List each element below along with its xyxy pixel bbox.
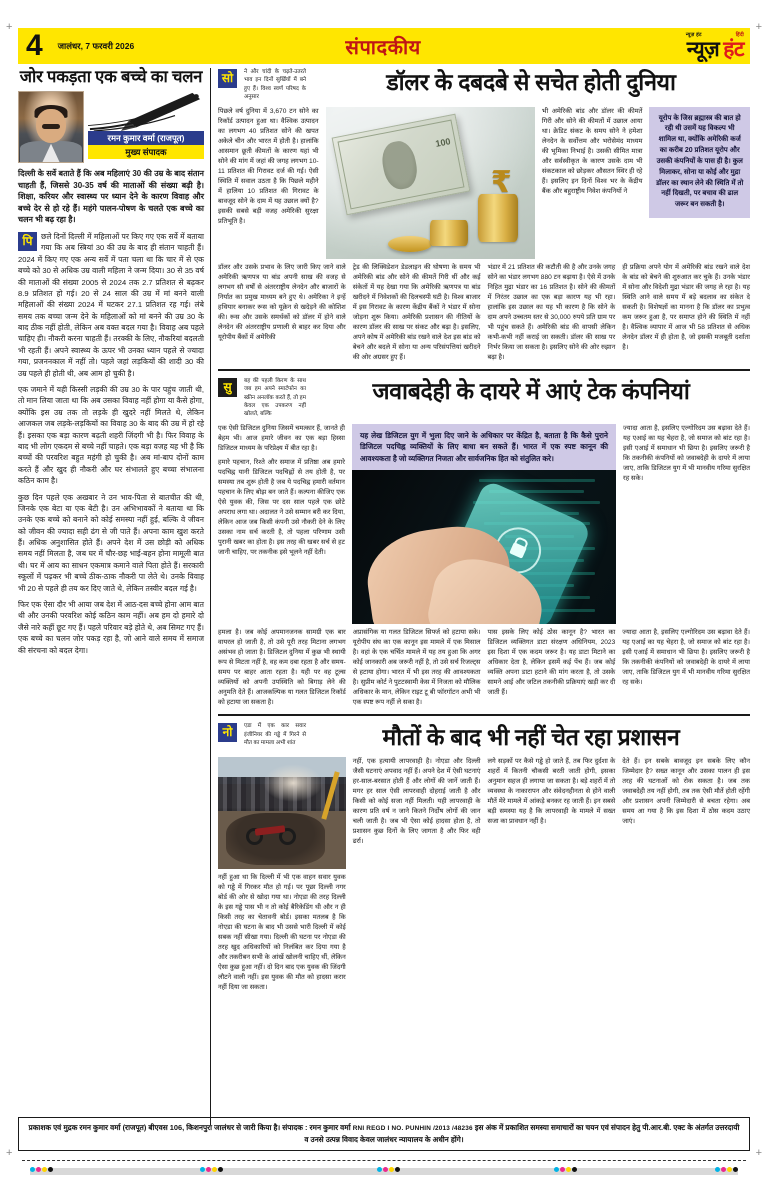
- road-crater-image: [218, 757, 346, 869]
- editorial-dropcap: पि: [18, 232, 37, 251]
- article-noida: [218, 722, 750, 993]
- smoke-cloud: [263, 764, 323, 802]
- article-tech-bcol-1: हमला है। जब कोई अपमानजनक सामग्री एक बार वायरल हो जाती है, तो उसे पूरी तरह मिटाना लगभग असंभव हो जाता है। डिजिटल दुनिया में कुछ भी स्थायी रूप से मिटता नहीं है, वह कम दबा रहता है और समय-समय पर बाहर आता रहता है। यही पर वह टूल्स व्यक्तियों को अपनी उपस्थिति को बिगाड़ लेने की अनुमति देते हैं। आजकल्पिक या गलत डिजिटल रिकॉर्ड को हटाया जा सकता है।: [218, 629, 346, 707]
- article-noida-col-1: [218, 757, 346, 993]
- masthead-center: [134, 28, 632, 64]
- article-tech-top-row: [218, 424, 750, 624]
- crop-mark-bottom-right: +: [755, 1147, 762, 1159]
- editorial-paragraph-4: फिर एक ऐसा दौर भी आया जब देश में आठ-दस बच्चे होना आम बात थी और उनकी परवरिश कोई कठिन काम नहीं। अब हम दो हमारे दो जैसे नारे कहीं छूट गए हैं। पहले परिवार बड़े होते थे, अब सिमट गए हैं। एक बच्चे का चलन जोर पकड़ रहा है, जो आने वाले समय में समाज की संरचना को बदल देगा।: [18, 600, 204, 655]
- rupee-symbol-icon: ₹: [490, 165, 512, 199]
- article-dollar-col-2: डॉलर और उसके प्रभाव के लिए जारी किए जाने वाले अमेरिकी ऋणपत्र या बांड अपनी साख की वजह से लगभग सौ वर्षों से अंतरराष्ट्रीय लेनदेन और बाजारों के निर्यात का प्रमुख माध्यम बने हुए थे। अमेरिका ने इन्हें हथियार बनाकर रूस को यूक्रेन से खदेड़ने की कोशिश की। रूस और उसके समर्थकों को डॉलर में होने वाले लेनदेन की अंतरराष्ट्रीय प्रणाली से बाहर कर दिया और यूरोपीय बैंकों में अमेरिकी: [218, 263, 346, 341]
- editorial-para-text-1: छले दिनों दिल्ली में महिलाओं पर किए गए एक सर्वे में बताया गया कि अब स्त्रियां 30 की उम्र के बाद ही संतान चाहती हैं। 2024 में किए गए एक अन्य सर्वे में पता चला था कि चार में से एक बच्चे को 30 से अधिक उम्र वाली महिला ने जन्म दिया। 30 से 35 वर्ष की माताओं की संख्या 2005 से 2024 तक 2.7 प्रतिशत से बढ़कर 8.9 प्रतिशत हो गई। 20 से 24 साल की उम्र में मां बनने वाली महिलाओं की संख्या 2024 में घटकर 27.1 प्रतिशत रह गई। लंबे समय तक बच्चा जन्म देने के महिलाओं को मां बनने की उम्र 30 के बाद ठीक नहीं होती, लेकिन अब वक्त बदल गया है। विवाह अब पहले चाहिए ही। नौकरी करना चाहती हैं। तरक्की के लिए, नौकरियां बदलती भी रहती हैं। अपने स्वास्थ्य के ऊपर भी उनका ध्यान पहले से ज्यादा गया, प्रजननकाल में नहीं तो। पहले जहां लड़कियों की शादी 30 की उम्र पहले ही होती थी, अब आम हो चुकी है।: [18, 231, 204, 378]
- article-tech-bcol-4: ज्यादा आता है, इसलिए एल्गोरिदम उस बढ़ावा देते हैं। यह एआई का यह चेहरा है, जो समाज को बांट रहा है। इसी एआई में समाधान भी छिपा है। इसलिए जरूरी है कि तकनीकी कंपनियों को जवाबदेही के दायरे में लाया जाए, ताकि डिजिटल युग में भी मानवीय गरिमा सुरक्षित रह सके।: [622, 629, 750, 687]
- article-noida-col-3: लगे सड़कों पर कैसे गड्ढे हो जाते हैं, तब फिर दुर्दशा के शहरों में कितनी चौकसी बरती जाती होगी, इसका अनुमान सहज ही लगाया जा सकता है। बड़े शहरों में तो व्यवस्था के नाकारापन और संवेदनहीनता से होने वाली मौतें मेरे मामले में आंकड़े बनकर रह जाती हैं। इन सबसे बड़ी समस्या यह है कि लापरवाही के मामले में सख्त सजा का प्रावधान नहीं है।: [487, 758, 616, 826]
- article-dollar-kicker: [218, 68, 306, 102]
- logo-sup-right: हिंदी: [735, 31, 744, 38]
- edition-date: जालंधर, 7 फरवरी 2026: [57, 40, 135, 51]
- article-dollar-photo-wrap: [326, 107, 535, 259]
- article-tech-header: [218, 377, 750, 419]
- article-tech-media: [352, 424, 616, 624]
- article-tech-headline-wrap: [312, 377, 750, 407]
- article-dollar-mid-row: [218, 263, 750, 363]
- dashed-rule: [22, 1160, 746, 1161]
- article-noida-kicker: [218, 722, 306, 747]
- article-tech-pullquote: यह लेख डिजिटल युग में भुला दिए जाने के अधिकार पर केंद्रित है, बताता है कि कैसे पुराने डिजिटल पदचिह्न व्यक्तियों के लिए बाधा बन सकते हैं। भारत में एक स्पष्ट कानून की आवश्यकता है जो व्यक्तिगत निजता और सार्वजनिक हित को संतुलित करे।: [352, 424, 616, 470]
- registration-dots-4: [554, 1167, 577, 1172]
- article-noida-headline[interactable]: मौतों के बाद भी नहीं चेत रहा प्रशासन: [382, 723, 680, 750]
- article-noida-dropcap: नो: [218, 723, 237, 742]
- registration-bar: [30, 1168, 738, 1175]
- newspaper-logo[interactable]: [632, 28, 750, 64]
- smartphone-security-image: [352, 470, 616, 624]
- article-dollar-pullquote-wrap: [649, 107, 750, 259]
- logo-wordmark: [687, 39, 744, 60]
- article-tech: [218, 377, 750, 722]
- hundred-dollar-bill: 100: [332, 114, 470, 216]
- article-tech-bcol-2: अप्रासंगिक या गलत डिजिटल सिर्फ्ज को हटाया सके। यूरोपीय संघ का एक कानून इस मामले में एक मिसाल है। वहां के एक चर्चित मामले में यह तय हुआ कि अगर कोई जानकारी अब जरूरी नहीं है, तो उसे सर्च रिजल्ट्स से हटाया होगा। भारत में भी इस तरह की आवश्यकता है। सुप्रीम कोर्ट ने पुटटस्वामी केस में निजता को मौलिक अधिकार के मान, लेकिन राइट टू बी फॉरगॉटन अभी भी एक स्पष्ट रूप नहीं ले सका है।: [352, 629, 481, 707]
- registration-dots-2: [200, 1167, 223, 1172]
- article-tech-left-body: हमारे पहचान, रिश्ते और समाज में प्रतिष्ठा अब हमारे पदचिह्न यानी डिजिटल पदचिह्नों से तय होती है, पर समस्या तब शुरू होती है जब ये पदचिह्न हमारी वर्तमान पहचान के लिए बोझ बन जाते हैं। कल्पना कीजिए एक ऐसे युवक की, जिस पर दस साल पहले एक छोटे अपराध लगा था। अदालत ने उसे सम्मान बरी कर दिया, लेकिन आज जब किसी कंपनी उसे नौकरी देने के लिए उसका नाम सर्च करती है, तो पहला परिणाम उसी पुरानी खबर का होता है। इस तरह की खबर सर्च से हट जानी चाहिए, पर तकनीक इसे भूलने नहीं देती।: [218, 458, 345, 556]
- editor-photo: [18, 91, 84, 163]
- editorial-paragraph-1: [18, 231, 204, 379]
- article-tech-kicker: [218, 377, 306, 419]
- gold-coin-stack-small: [430, 220, 468, 246]
- article-tech-bottom-row: [218, 628, 750, 708]
- imprint-line-2: प्रकाशित समस्या समाचारों का चयन एवं संपादन हेतु पी.आर.बी. एक्ट के अंतर्गत उत्तरदायी व उनसे उत्पन्न विवाद केवल जालंधर न्यायालय के अधीन होंगे।: [304, 1122, 740, 1145]
- article-tech-bcol-3: पास इसके लिए कोई ठोस कानून है? भारत का डिजिटल व्यक्तिगत डाटा संरक्षण अधिनियम, 2023 इस दिशा में एक कदम जरूर है। यह डाटा मिटाने का अधिकार देता है, लेकिन इसमें कई पेंच हैं। जब कोई व्यक्ति अपना डाटा हटाने की मांग करता है, तो उसके सामने आई और जटिल तकनीकी प्रक्रियाएं खड़ी कर दी जाती हैं।: [487, 629, 616, 697]
- editorial-column: [18, 68, 211, 1125]
- motorcycle-icon: [246, 819, 296, 845]
- editor-block: [18, 91, 204, 163]
- logo-word-2: हंट: [723, 37, 744, 61]
- logo-superscript: [686, 33, 744, 38]
- masthead-left: [18, 28, 134, 64]
- article-dollar-headline-wrap: [312, 68, 750, 98]
- article-tech-left-col: [218, 424, 345, 624]
- article-noida-body: [218, 757, 750, 993]
- article-dollar-col-1: पिछले वर्ष दुनिया में 3,670 टन सोने का रिकॉर्ड उत्पादन हुआ था। वैश्विक उत्पादन का लगभग 40 प्रतिशत सोने की खपत अकेले चीन और भारत में होती है। हालांकि आसमान छूती कीमतों के कारण यहां भी सोने की मांग में जहां की जगह लगभग 10-11 प्रतिशत की गिरावट दर्ज की गई। ऐसी स्थिति में सवाल उठता है कि पिछले महीने में हालिया 10 प्रतिशत की गिरावट के बावजूद सोने के दाम में यह उछाल क्यों है? इसकी सबसे बड़ी वजह अमेरिकी सुरक्षा प्रतिभूति है।: [218, 107, 319, 225]
- editorial-headline[interactable]: जोर पकड़ता एक बच्चे का चलन: [19, 68, 203, 86]
- gold-coin-flat: [388, 236, 432, 252]
- article-noida-col-1-text: नहीं हुआ था कि दिल्ली में भी एक वाहन सवार युवक को गड्ढे में गिरकर मौत हो गई। पर पूछा दिल्ली नगर बोर्ड की ओर से खोदा गया था। नोएडा की तरह दिल्ली के इस गड्ढे पास भी न तो कोई बैरिकेडिंग थी और न ही किसी तरह का चेतावनी बोर्ड। इसका मतलब है कि नोएडा की घटना के बाद भी उससे भारी दिल्ली में कोई सबक नहीं सीखा गया। दिल्ली की घटना पर नोएडा की तरह खुद अधिकारियों को निलंबित कर दिया गया है और तकरीबन सभी के आंखें खोलनी चाहिए थीं, लेकिन ऐसा कुछ हुआ नहीं। दो दिन बाद एक युवक की जिंदगी लौटने वाली नहीं। इस युवक की मौत को हादसा करार नहीं दिया जा सकता।: [218, 874, 346, 992]
- crop-mark-top-left: +: [6, 21, 13, 33]
- page-content: [18, 68, 750, 1125]
- article-dollar-header: [218, 68, 750, 102]
- article-noida-col-4: देते हैं। इन सबके बावजूद इन सबके लिए कौन जिम्मेदार है? सख्त कानून और उसका पालन ही इस तरह की घटनाओं को रोक सकता है। जब तक जवाबदेही तय नहीं होगी, तब तक ऐसी मौतें होती रहेंगी और प्रशासन अपनी जिम्मेदारी से बचता रहेगा। अब समय आ गया है कि इस दिशा में ठोस कदम उठाए जाएं।: [622, 758, 750, 826]
- imprint-line-1a: प्रकाशक एवं मुद्रक रमन कुमार वर्मा (राजपूत) बीएवस 106, किशनपुरा जालंधर से जारी किया है। संपादक : रमन कुमार वर्मा: [28, 1122, 353, 1132]
- article-noida-kicker-text: एडा में एक कार सवार इंजीनियर की गड्ढे में गिरने से मौत का मामला अभी शांत: [244, 723, 306, 746]
- page-number: 4: [26, 29, 42, 62]
- article-noida-col-2: नहीं, एक हत्यायी लापरवाही है। नोएडा और दिल्ली जैसी घटनाएं अपवाद नहीं हैं। अपने देश में ऐसी घटनाएं हर-साल-बरसात होती हैं और लोगों की जानें जाती हैं। मगर हर साल ऐसी लापरवाही दोहराई जाती है और किसी को कोई सजा नहीं मिलती। यही लापरवाही के कारण प्रति वर्ष न जाने कितने निर्दोष लोगों की जान चली जाती है। जब भी ऐसा कोई हादसा होता है, तो प्रशासन कुछ दिनों के लिए जागता है और फिर वही ढर्रा।: [352, 758, 481, 846]
- article-noida-header: [218, 722, 750, 752]
- article-dollar-dropcap: सो: [218, 69, 237, 88]
- rni-registration: RNI REGD I NO. PUNHIN /2013 /48236: [352, 1124, 473, 1132]
- article-dollar-bottom-col-1: ट्रेड की लिक्विडेशन डेडलाइन की घोषणा के समय भी अमेरिकी बांड और सोने की कीमतें गिरी थीं और कई संकेतों में यह देखा गया कि अमेरिकी ऋणपत्र या बांड खरीदने में निवेशकों की दिलचस्पी घटी है। विश्व बाजार में इस गिरावट के कारण केंद्रीय बैंकों ने भंडार में सोना जोड़ना शुरू किया। अमेरिकी प्रशासन की नीतियों के कारण डॉलर की साख पर संकट और बढ़ा है। इसलिए, अपने कोष में अमेरिकी बांड रखने वाले देश इस बांड को बेचने और बदले में सोना या अन्य परिसंपत्तियां खरीदने की ओर अग्रसर हुए हैं।: [352, 263, 481, 361]
- logo-sup-left: न्यूज़ हंट: [685, 31, 702, 38]
- crop-mark-top-right: +: [755, 21, 762, 33]
- masthead: [18, 28, 750, 64]
- article-dollar-col-3: भी अमेरिकी बांड और डॉलर की कीमतें गिरी और सोने की कीमतों में उछाल आया था। क्रेडिट संकट के समय सोने ने हमेशा लेनदेन के सर्वोत्तम और भरोसेमंद माध्यम की भूमिका निभाई है। उसकी सीमित मात्रा और सर्वस्वीकृत के कारण उसके दाम भी संकटकाल को छोड़कर औसतन स्थिर ही रहे हैं। इसलिए इन दिनों विश्व भर के केंद्रीय बैंक और बहुराष्ट्रीय निवेश कंपनियों ने: [541, 107, 643, 195]
- articles-column: [211, 68, 750, 1125]
- article-tech-kicker-text: बह की पहली किरण के साथ जब हम अपने स्मार्टफोन का स्क्रीन अनलॉक करते हैं, तो हम केवल एक उपकरण नहीं खोलते, बल्कि: [244, 377, 306, 418]
- article-dollar-bottom-col-3: ही प्रक्रिया अपने योग में अमेरिकी बांड रखने वाले देश के बांड को बेचने की शुरुआत कर चुके हैं। उनके भंडार में सोना और विदेशी मुद्रा भंडार की जगह ले रहा है। यह स्थिति आने वाले समय में बड़े बदलाव का संकेत दे सकती है। विशेषज्ञों का मानना है कि डॉलर का प्रभुत्व कम जरूर हुआ है, पर समाप्त होने की स्थिति में नहीं है। वैश्विक व्यापार में आज भी 58 प्रतिशत से अधिक लेनदेन डॉलर में ही होता है, जो इसकी मजबूती दर्शाता है।: [622, 263, 750, 351]
- article-divider-1: [218, 369, 750, 371]
- article-tech-dropcap: सु: [218, 378, 237, 397]
- article-dollar: [218, 68, 750, 377]
- editorial-paragraph-3: कुछ दिन पहले एक अखबार ने उन भाव-पिता से बातचीत की थी, जिनके एक बेटा या एक बेटी है। उन अभिभावकों ने बताया था कि उनके एक बच्चे को बनाने को कोई समस्या नहीं हुई, बल्कि वे जीवन को जीवन की ज्यादा सही ढंग से जी पाते हैं। अपना काम खुश करते हैं। अधिक अनुशासित होते हैं। अपने देश में उस छोड़ी को अधिक समय नहीं मिलता है, जब घर में चौर-छह भाई-बहन होना मामूली बात थी। घर में आय का साधन एकमात्र कमाने वाले पिता होते हैं। सरकारी स्कूलों में पढ़कर भी बच्चे ठीक-ठाक नौकरी पा लेते थे। उनके विवाह भी 20 से पहले ही तय कर दिए जाते थे, लेकिन तस्वीर बदल गई है।: [18, 492, 204, 593]
- article-noida-headline-wrap: [312, 722, 750, 752]
- article-dollar-bottom-col-2: भंडार में 21 प्रतिशत की कटौती की है और उनके जगह सोने का भंडार लगभग 880 टन बढ़ाया है। ऐसे में उनके निहित मुद्रा भंडार का 16 प्रतिशत है। सोने की कीमतों में निरंतर उछाल का एक बड़ा कारण यह भी रहा। हालांकि इस उछाल का यह भी कारण है कि सोने के दाम अपने उच्चतम स्तर से 30,000 रुपये प्रति ग्राम पर भी पहुंच सकते हैं। अमेरिकी बांड की वापसी लेकिन कभी-कभी नहीं कराई जा सकती। डॉलर की साख पर निर्भर किया जा सकता है। इसलिए सोने की ओर रुझान बढ़ा है।: [487, 263, 616, 361]
- article-tech-headline[interactable]: जवाबदेही के दायरे में आएं टेक कंपनियां: [372, 378, 690, 405]
- article-divider-2: [218, 714, 750, 716]
- imprint-line-1b: इस अंक में: [472, 1122, 504, 1132]
- registration-dots-1: [30, 1167, 53, 1172]
- article-tech-left-intro: एक ऐसी डिजिटल दुनिया जिसमें चमत्कार हैं, जानते ही बेहम भी। आज हमारे जीवन का एक बड़ा हिस्सा डिजिटल माध्यम के परिप्रेक्ष्य में बीत रहा है।: [218, 424, 345, 452]
- editorial-paragraph-2: एक जमाने में यही किस्सी लड़की की उम्र 30 के पार पहुंच जाती थी, तो मान लिया जाता था कि अब उसका विवाह नहीं होगा या कैसे होगा, क्योंकि इस उम्र तक तो लड़के ही खुदरे नहीं मिलते थे, लेकिन आजकल जब लड़के-लड़कियों का विवाह 30 के बाद की उम्र में हो रहे हैं। इसका एक बड़ा कारण बढ़ती शहरी जिंदगी भी है। फिर विवाह के बाद भी लोग एकदम से बच्चे नहीं चाहते। एक बड़ा वजह यह भी है कि बच्चों की परवरिश बहुत महंगी हो चुकी है। अब मां-बाप दोनों काम करते हैं और खुद ही नौकरी और घर संभालते हुए बच्चा संभालना कठिन काम है।: [18, 385, 204, 486]
- article-dollar-headline[interactable]: डॉलर के दबदबे से सचेत होती दुनिया: [386, 69, 676, 96]
- article-dollar-kicker-text: ने और चांदी के चढ़ते-उतरते भाव इन दिनों सुर्खियों में बने हुए हैं। विश्व स्वर्ण परिषद के अनुसार: [244, 69, 306, 101]
- editor-name: रमन कुमार वर्मा (राजपूत): [88, 131, 204, 145]
- logo-word-1: न्यूज़: [686, 37, 720, 61]
- gold-coin-stack-large: [478, 194, 518, 242]
- section-title: संपादकीय: [345, 36, 421, 59]
- article-dollar-pullquote: यूरोप के जिस ब्रह्मास्त्र की बात हो रही थी उसमें यह विकल्प भी शामिल था, क्योंकि अमेरिकी कर्ज का करीब 20 प्रतिशत यूरोप और उसकी कंपनियों के पास ही है। कुल मिलाकर, सोना या कोई और मुद्रा डॉलर का स्थान लेने की स्थिति में तो नहीं दिखती, पर बचाव की ढाल जरूर बन सकती है।: [649, 107, 750, 219]
- crop-mark-bottom-left: +: [6, 1147, 13, 1159]
- editor-role: मुख्य संपादक: [88, 145, 204, 159]
- imprint-footer: [18, 1117, 750, 1151]
- registration-dots-5: [715, 1167, 738, 1172]
- article-tech-right-col: ज्यादा आता है, इसलिए एल्गोरिदम उस बढ़ावा देते हैं। यह एआई का यह चेहरा है, जो समाज को बांट रहा है। इसी एआई में समाधान भी छिपा है। इसलिए जरूरी है कि तकनीकी कंपनियों को जवाबदेही के दायरे में लाया जाए, ताकि डिजिटल युग में भी मानवीय गरिमा सुरक्षित रह सके।: [623, 424, 750, 482]
- editor-meta: [88, 91, 204, 159]
- editorial-intro: दिल्ली के सर्वे बताते हैं कि अब महिलाएं 30 की उम्र के बाद संतान चाहती हैं, जिससे 30-35 वर्ष की माताओं की संख्या बढ़ी है। शिक्षा, करियर और स्वास्थ्य पर ध्यान देने के कारण विवाह और बच्चे देर से हो रहे हैं। महंगे पालन-पोषण के चलते एक बच्चे का चलन भी बढ़ रहा है।: [18, 168, 204, 225]
- dollar-bill-image: [326, 107, 535, 259]
- article-dollar-top-row: [218, 107, 750, 259]
- registration-dots-3: [377, 1167, 400, 1172]
- fountain-pen-icon: [88, 91, 204, 131]
